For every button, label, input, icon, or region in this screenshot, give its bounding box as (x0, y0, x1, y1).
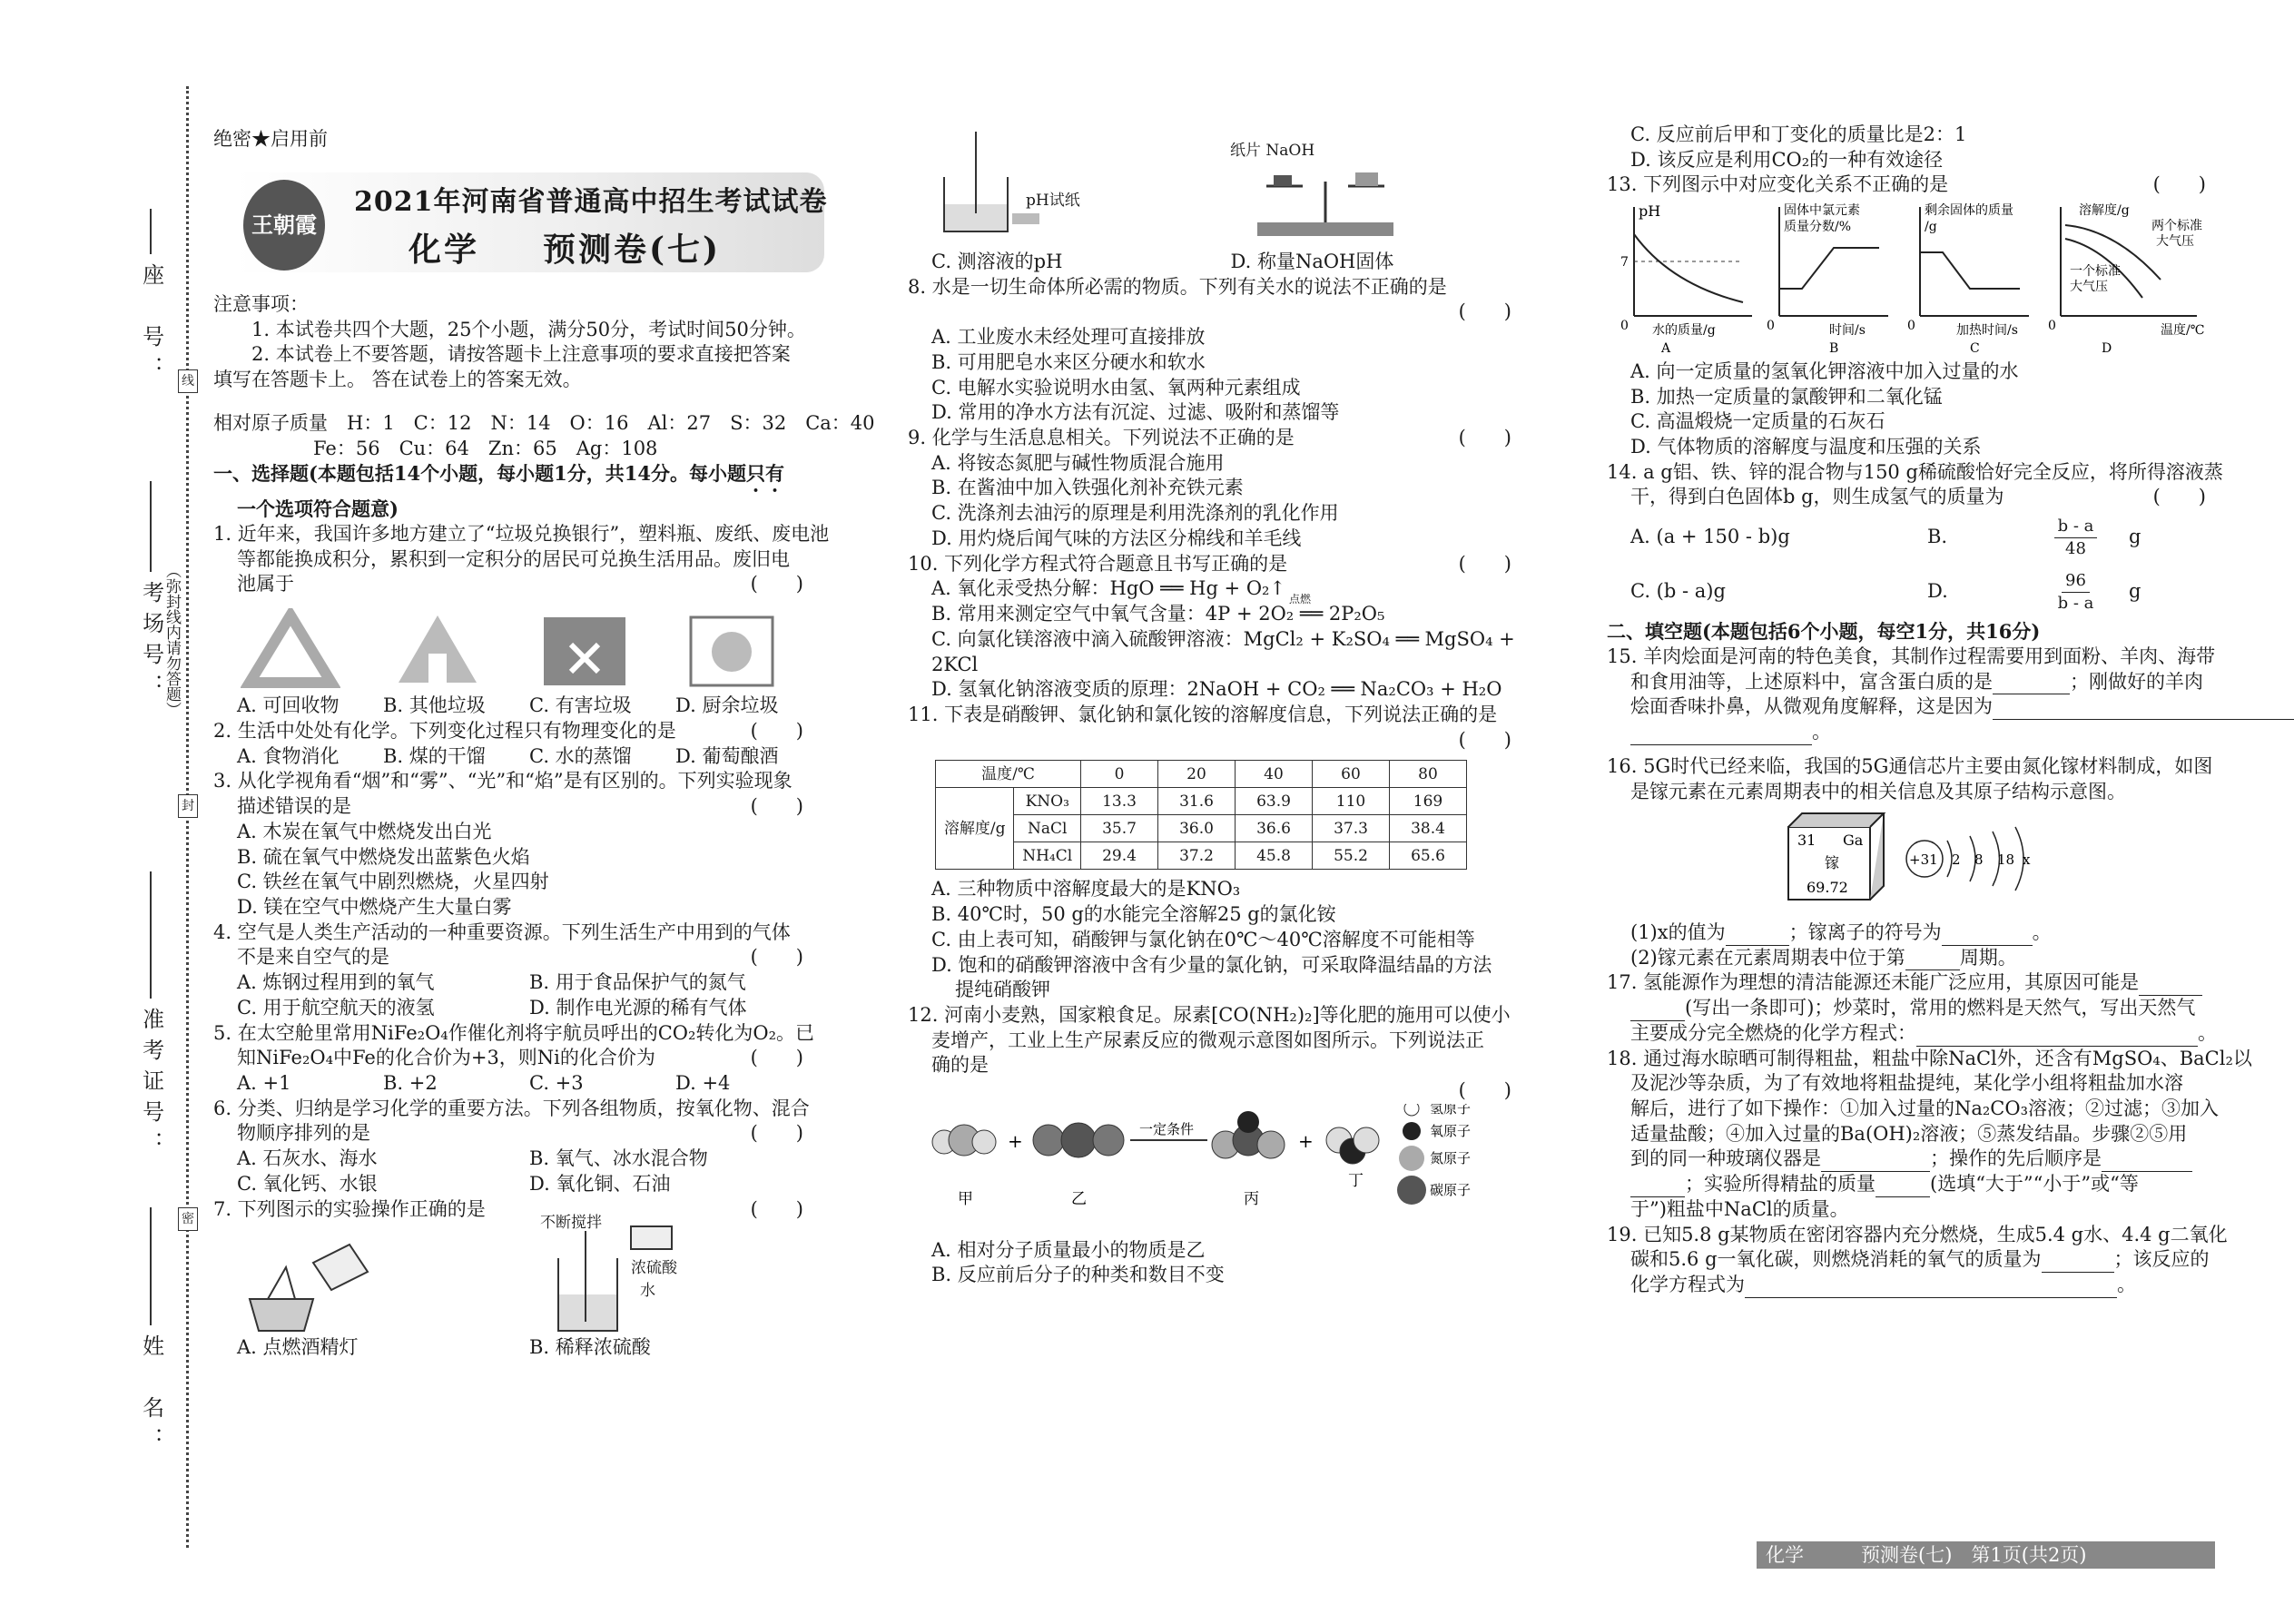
paper-naoh-label: 纸片 NaOH (1230, 142, 1315, 160)
seal-box-line: 线 (178, 369, 198, 393)
stir-label: 不断搅拌 (540, 1214, 602, 1233)
question-14: 14. a g铝、铁、锌的混合物与150 g稀硫酸恰好完全反应，将所得溶液蒸 干，得到白色固体b g，则生成氢气的质量为 ( ) A. (a + 150 - b)g B. b - a 48 g C. (b - a)g D. 96 b - a g (1607, 460, 2223, 613)
answer-blank[interactable] (1726, 926, 1789, 946)
svg-text:丁: 丁 (1348, 1171, 1364, 1190)
seal-box-feng: 封 (178, 794, 198, 818)
question-12: 12. 河南小麦熟，国家粮食足。尿素[CO(NH₂)₂]等化肥的施用可以使小 麦增产，工业上生产尿素反应的微观示意图如图所示。下列说法正 确的是 ( ) + 一定条件 + 甲 乙 丙 丁 氢原子 氧原子 氮原子 碳原子 A. 相对分子质量最小的物质是乙 B. 反应前后分子的种类和数目不变 (908, 1003, 1530, 1288)
name-label: 姓 名： (138, 1334, 164, 1458)
svg-text:水的质量/g: 水的质量/g (1652, 323, 1716, 339)
water-label: 水 (640, 1282, 655, 1301)
column-1 (213, 292, 875, 1361)
svg-text:氮原子: 氮原子 (1430, 1149, 1472, 1166)
question-7: 7. 下列图示的实验操作正确的是 ( ) 不断搅拌 浓硫酸 水 A. 点燃酒精灯 B. 稀释浓硫酸 (213, 1197, 803, 1359)
svg-text:+: + (1298, 1129, 1314, 1152)
svg-text:0: 0 (1767, 319, 1775, 334)
graph-c (1907, 202, 2029, 352)
answer-blank[interactable] (2042, 1253, 2114, 1273)
question-18: 18. 通过海水晾晒可制得粗盐，粗盐中除NaCl外，还含有MgSO₄、BaCl₂以 及泥沙等杂质，为了有效地将粗盐提纯，某化学小组将粗盐加水溶 解后，进行了如下操作：①加入过量的Na₂CO₃溶液；②过滤；③加入 适量盐酸；④加入过量的Ba(OH)₂溶液；⑤蒸发结晶。步骤②⑤用 到的同一种玻璃仪器是 ；操作的先后顺序是 ；实验所得精盐的质量 (选填“大于”“小于”或“等 于”)粗盐中NaCl的质量。 (1607, 1047, 2252, 1220)
svg-text:氢原子: 氢原子 (1430, 1103, 1472, 1117)
svg-text:碳原子: 碳原子 (1430, 1181, 1472, 1198)
svg-text:Ga: Ga (1843, 832, 1864, 850)
answer-blank[interactable] (2102, 1152, 2192, 1172)
svg-text:剩余固体的质量: 剩余固体的质量 (1925, 203, 2013, 219)
graph-b (1767, 202, 1888, 352)
seal-box-mi: 密 (178, 1207, 198, 1231)
molecule-yi (1033, 1123, 1124, 1157)
ticket-label: 准考证号： (138, 1008, 164, 1162)
svg-text:一个标准: 一个标准 (2070, 264, 2121, 280)
svg-text:一定条件: 一定条件 (1139, 1120, 1195, 1137)
seat-label: 座 号： (138, 263, 164, 387)
q1-images (213, 608, 822, 690)
column-2: pH试纸 纸片 NaOH C. 测溶液的pH D. 称量NaOH固体 8. 水是一切生命体所必需的物质。下列有关水的说法不正确的是 ( ) A. 工业废水未经处理可直接排放 B. 可用肥皂水来区分硬水和软水 C. 电解水实验说明水由氢、氧两种元素组成 D. 常用的净水方法有沉淀、过滤、吸附和蒸馏等 9. 化学与生活息息相关。下列说法不正确的是 ( ) A. 将铵态氮肥与碱性物质混合施用 B. 在酱油中加入铁强化剂补充铁元素 C. 洗涤剂去油污的原理是利用洗涤剂的乳化作用 D. 用灼烧后闻气味的方法区分棉线和羊毛线 10. 下列化学方程式符合题意且书写正确的是 ( ) A. 氧化汞受热分解：HgO ══ Hg + O₂↑ B. 常用来测定空气中氧气含量：4P + 2O₂ ══ 2P₂O₅ 点燃 C. 向氯化镁溶液中滴入硫酸钾溶液：MgCl₂ + K₂SO₄ ══ MgSO₄ + 2KCl D. 氢氧化钠溶液变质的原理：2NaOH + CO₂ ══ Na₂CO₃ + H₂O 11. 下表是硝酸钾、氯化钠和氯化铵的溶解度信息，下列说法正确的是 ( ) 温度/℃ 0 20 40 60 80 溶解度/g KNO₃ 13.3 31.6 63.9 110 169 NaCl 35.7 36.0 36.6 37.3 38.4 NH₄Cl 29.4 37.2 45.8 55.2 65.6 A. 三种物质中溶解度最大的是KNO₃ B. 40℃时，50 g的水能完全溶解25 g的氯化铵 C. 由上表可知，硝酸钾与氯化钠在0℃～40℃溶解度不可能相等 D. 饱和的硝酸钾溶液中含有少量的氯化钠，可采取降温结晶的方法 提纯硝酸钾 12. 河南小麦熟，国家粮食足。尿素[CO(NH₂)₂]等化肥的施用可以使小 麦增产，工业上生产尿素反应的微观示意图如图所示。下列说法正 确的是 ( ) + 一定条件 + 甲 乙 丙 丁 氢原子 氧原子 氮原子 碳原子 A. 相对分子质量最小的物质是乙 B. 反应前后分子的种类和数目不变 (908, 123, 1530, 1288)
svg-text:+: + (1008, 1129, 1023, 1152)
notice-title: 注意事项： (213, 293, 309, 315)
section-1-title: 一、选择题(本题包括14个小题，每小题1分，共14分。每小题只有 (213, 462, 784, 486)
svg-text:A: A (1661, 341, 1671, 353)
brand-logo: 王朝霞 (243, 180, 325, 271)
svg-text:+31: +31 (1909, 851, 1938, 869)
question-2: 2. 生活中处处有化学。下列变化过程只有物理变化的是 ( ) A. 食物消化 B. 煤的干馏 C. 水的蒸馏 D. 葡萄酿酒 (213, 719, 803, 767)
question-3: 3. 从化学视角看“烟”和“雾”、“光”和“焰”是有区别的。下列实验现象 描述错误的是 ( ) A. 木炭在氧气中燃烧发出白光 B. 硫在氧气中燃烧发出蓝紫色火焰 C. 铁丝在氧气中剧烈燃烧，火星四射 D. 镁在空气中燃烧产生大量白雾 (213, 770, 803, 918)
svg-text:丙: 丙 (1244, 1189, 1259, 1208)
ph-paper-label: pH试纸 (1026, 192, 1080, 210)
svg-text:氧原子: 氧原子 (1430, 1122, 1472, 1139)
notice-item-2: 2. 本试卷上不要答题，请按答题卡上注意事项的要求直接把答案 (251, 343, 791, 366)
svg-text:7: 7 (1620, 255, 1629, 271)
kitchen-waste-icon (682, 608, 782, 690)
svg-text:31: 31 (1797, 832, 1816, 850)
notice-item-2-cont: 填写在答题卡上。 答在试卷上的答案无效。 (213, 369, 582, 391)
name-blank (150, 1207, 152, 1325)
svg-text:2: 2 (1952, 851, 1961, 869)
svg-text:x: x (2023, 851, 2031, 869)
svg-text:加热时间/s: 加热时间/s (1956, 323, 2018, 339)
question-4: 4. 空气是人类生产活动的一种重要资源。下列生活生产中用到的气体 不是来自空气的是 ( ) A. 炼钢过程用到的氧气 B. 用于食品保护气的氮气 C. 用于航空航天的液氢 D. 制作电光源的稀有气体 (213, 920, 803, 1019)
molecule-bing (1212, 1111, 1285, 1158)
question-9: 9. 化学与生活息息相关。下列说法不正确的是 ( ) A. 将铵态氮肥与碱性物质混合施用 B. 在酱油中加入铁强化剂补充铁元素 C. 洗涤剂去油污的原理是利用洗涤剂的乳化作用 D. 用灼烧后闻气味的方法区分棉线和羊毛线 (908, 427, 1511, 549)
svg-text:甲: 甲 (958, 1189, 973, 1208)
question-5: 5. 在太空舱里常用NiFe₂O₄作催化剂将宇航员呼出的CO₂转化为O₂。已 知NiFe₂O₄中Fe的化合价为+3，则Ni的化合价为 ( ) A. +1 B. +2 C. +3 D. +4 (213, 1021, 815, 1094)
graph-d (2048, 202, 2204, 352)
acid-bottle (622, 1222, 676, 1258)
hazardous-waste-icon (535, 608, 635, 690)
notice-item-1: 1. 本试卷共四个大题，25个小题，满分50分，考试时间50分钟。 (251, 318, 806, 340)
atomic-mass-line-2: Fe：56 Cu：64 Zn：65 Ag：108 (313, 437, 658, 459)
other-waste-icon (388, 608, 487, 690)
section-2-title: 二、填空题(本题包括6个小题，每空1分，共16分) (1607, 620, 2041, 644)
answer-blank[interactable] (2139, 976, 2202, 996)
acid-label: 浓硫酸 (631, 1259, 677, 1278)
secret-label: 绝密★启用前 (213, 128, 328, 150)
svg-text:两个标准: 两个标准 (2151, 219, 2202, 234)
ticket-blank (150, 871, 152, 999)
room-label: 考场号： (138, 581, 164, 704)
recyclable-icon (241, 608, 340, 690)
question-19: 19. 已知5.8 g某物质在密闭容器内充分燃烧，生成5.4 g水、4.4 g二氧化 碳和5.6 g一氧化碳，则燃烧消耗的氧气的质量为 ；该反应的 化学方程式为 。 (1607, 1223, 2224, 1298)
answer-blank[interactable] (1630, 1177, 1685, 1197)
svg-text:0: 0 (2048, 319, 2056, 334)
svg-text:大气压: 大气压 (2070, 280, 2108, 295)
svg-text:0: 0 (1620, 319, 1629, 334)
answer-blank[interactable] (1821, 1152, 1930, 1172)
svg-text:时间/s: 时间/s (1829, 323, 1866, 339)
svg-text:溶解度/g: 溶解度/g (2079, 203, 2130, 219)
alcohol-lamp-figure (231, 1226, 377, 1335)
svg-text:0: 0 (1907, 319, 1915, 334)
column-3: C. 反应前后甲和丁变化的质量比是2：1 D. 该反应是利用CO₂的一种有效途径 13. 下列图示中对应变化关系不正确的是 ( ) pH 7 0 水的质量/g A 固体中氯元素 质量分数/% 0 时间/s B 剩余固体的质量 /g 0 加热时间/s C 溶解度/g 两个标准 大气压 一个标准 大气压 0 温度/℃ D A. 向一定质量的氢氧化钾溶液中加入过量的水 B. 加热一定质量的氯酸钾和二氧化锰 C. 高温煅烧一定质量的石灰石 D. 气体物质的溶解度与温度和压强的关系 14. a g铝、铁、锌的混合物与150 g稀硫酸恰好完全反应，将所得溶液蒸 干，得到白色固体b g，则生成氢气的质量为 ( ) A. (a + 150 - b)g B. b - a 48 g C. (b - a)g D. 96 b - a g 二、填空题(本题包括6个小题，每空1分，共16分) 15. 羊肉烩面是河南的特色美食，其制作过程需要用到面粉、羊肉、海带 和食用油等，上述原料中，富含蛋白质的是 ；刚做好的羊肉 烩面香味扑鼻，从微观角度解释，这是因为 。 16. 5G时代已经来临，我国的5G通信芯片主要由氮化镓材料制成，如图 是镓元素在元素周期表中的相关信息及其原子结构示意图。 31 Ga 镓 69.72 +31 2 8 18 x (1)x的值为 ；镓离子的符号为 。 (2)镓元素在元素周期表中位于第 周期。 17. 氢能源作为理想的清洁能源还未能广泛应用，其原因可能是 (写出一条即可)；炒菜时，常用的燃料是天然气，写出天然气 主要成分完全燃烧的化学方程式： 。 18. 通过海水晾晒可制得粗盐，粗盐中除NaCl外，还含有MgSO₄、BaCl₂以 及泥沙等杂质，为了有效地将粗盐提纯，某化学小组将粗盐加水溶 解后，进行了如下操作：①加入过量的Na₂CO₃溶液；②过滤；③加入 适量盐酸；④加入过量的Ba(OH)₂溶液；⑤蒸发结晶。步骤②⑤用 到的同一种玻璃仪器是 ；操作的先后顺序是 ；实验所得精盐的质量 (选填“大于”“小于”或“等 于”)粗盐中NaCl的质量。 19. 已知5.8 g某物质在密闭容器内充分燃烧，生成5.4 g水、4.4 g二氧化 碳和5.6 g一氧化碳，则燃烧消耗的氧气的质量为 ；该反应的 化学方程式为 。 (1607, 123, 2224, 1298)
answer-blank[interactable] (1630, 1001, 1685, 1021)
q13-graphs (1607, 198, 2224, 352)
gallium-figure (1607, 804, 2224, 913)
answer-blank[interactable] (1993, 700, 2294, 720)
svg-text:C: C (1970, 341, 1980, 353)
svg-text:D: D (2102, 341, 2112, 353)
svg-text:质量分数/%: 质量分数/% (1784, 220, 1852, 235)
page-footer: 化学 预测卷(七) 第1页(共2页) (1757, 1541, 2215, 1569)
svg-text:乙: 乙 (1071, 1189, 1087, 1208)
question-6: 6. 分类、归纳是学习化学的重要方法。下列各组物质，按氧化物、混合 物顺序排列的是 ( ) A. 石灰水、海水 B. 氧气、冰水混合物 C. 氧化钙、水银 D. 氧化铜、石油 (213, 1097, 810, 1195)
svg-text:pH: pH (1639, 202, 1661, 221)
seat-blank (150, 209, 152, 254)
question-11: 11. 下表是硝酸钾、氯化钠和氯化铵的溶解度信息，下列说法正确的是 ( ) 温度/℃ 0 20 40 60 80 溶解度/g KNO₃ 13.3 31.6 63.9 110 169 NaCl 35.7 36.0 36.6 37.3 38.4 NH₄Cl 29.4 37.2 45.8 55.2 65.6 A. 三种物质中溶解度最大的是KNO₃ B. 40℃时，50 g的水能完全溶解25 g的氯化铵 C. 由上表可知，硝酸钾与氯化钠在0℃～40℃溶解度不可能相等 D. 饱和的硝酸钾溶液中含有少量的氯化钠，可采取降温结晶的方法 提纯硝酸钾 (908, 703, 1511, 1001)
answer-blank[interactable] (1905, 950, 1960, 970)
question-15: 15. 羊肉烩面是河南的特色美食，其制作过程需要用到面粉、羊肉、海带 和食用油等，上述原料中，富含蛋白质的是 ；刚做好的羊肉 烩面香味扑鼻，从微观角度解释，这是因为 。 (1607, 645, 2224, 745)
section-1-title-cont: 一个选项符合题意) (237, 497, 399, 521)
answer-blank[interactable] (1942, 926, 2033, 946)
svg-text:B: B (1829, 341, 1839, 353)
svg-text:/g: /g (1925, 220, 1937, 235)
room-blank (150, 481, 152, 572)
balance-figure (1248, 159, 1403, 241)
dilution-figure (549, 1231, 631, 1335)
answer-blank[interactable] (1993, 674, 2070, 694)
question-16: 16. 5G时代已经来临，我国的5G通信芯片主要由氮化镓材料制成，如图 是镓元素在元素周期表中的相关信息及其原子结构示意图。 31 Ga 镓 69.72 +31 2 8 18 x (1)x的值为 ；镓离子的符号为 。 (2)镓元素在元素周期表中位于第 周期。 (1607, 754, 2224, 971)
answer-blank[interactable] (1876, 1177, 1930, 1197)
atomic-mass-line-1: 相对原子质量 H：1 C：12 N：14 O：16 Al：27 S：32 Ca：40 (213, 411, 875, 434)
question-8: 8. 水是一切生命体所必需的物质。下列有关水的说法不正确的是 ( ) A. 工业废水未经处理可直接排放 B. 可用肥皂水来区分硬水和软水 C. 电解水实验说明水由氢、氧两种元素组成 D. 常用的净水方法有沉淀、过滤、吸附和蒸馏等 (908, 275, 1511, 424)
svg-text:温度/℃: 温度/℃ (2161, 323, 2205, 339)
question-13: 13. 下列图示中对应变化关系不正确的是 ( ) pH 7 0 水的质量/g A 固体中氯元素 质量分数/% 0 时间/s B 剩余固体的质量 /g 0 加热时间/s C 溶解度/g 两个标准 大气压 一个标准 大气压 0 温度/℃ D A. 向一定质量的氢氧化钾溶液中加入过量的水 B. 加热一定质量的氯酸钾和二氧化锰 C. 高温煅烧一定质量的石灰石 D. 气体物质的溶解度与温度和压强的关系 (1607, 172, 2224, 459)
svg-text:大气压: 大气压 (2156, 234, 2194, 250)
exam-subtitle: 化学 预测卷(七) (409, 231, 722, 269)
reaction-diagram (908, 1104, 1525, 1231)
answer-blank[interactable] (1916, 1027, 2198, 1047)
solubility-table: 温度/℃ 0 20 40 60 80 溶解度/g KNO₃ 13.3 31.6 63.9 110 169 NaCl 35.7 36.0 36.6 37.3 38.4 NH₄Cl 29.4 37.2 45.8 55.2 65.6 (935, 760, 1467, 870)
svg-text:8: 8 (1974, 851, 1984, 869)
graph-a (1620, 202, 1752, 352)
answer-blank[interactable] (1630, 725, 1812, 745)
ph-test-figure (926, 132, 1053, 236)
svg-text:69.72: 69.72 (1807, 879, 1848, 897)
q7-figures-cd (908, 123, 1530, 259)
molecule-ding (1326, 1127, 1379, 1164)
molecule-jia (932, 1125, 996, 1156)
answer-blank[interactable] (1745, 1278, 2117, 1298)
svg-text:18: 18 (1997, 851, 2015, 869)
seal-note: （弥封线内请勿答题） (162, 563, 181, 717)
question-10: 10. 下列化学方程式符合题意且书写正确的是 ( ) A. 氧化汞受热分解：HgO ══ Hg + O₂↑ B. 常用来测定空气中氧气含量：4P + 2O₂ ══ 2P₂O₅ 点燃 C. 向氯化镁溶液中滴入硫酸钾溶液：MgCl₂ + K₂SO₄ ══ MgSO₄ + 2KCl D. 氢氧化钠溶液变质的原理：2NaOH + CO₂ ══ Na₂CO₃ + H₂O (908, 552, 1515, 701)
svg-text:镓: 镓 (1825, 854, 1840, 872)
svg-text:固体中氯元素: 固体中氯元素 (1784, 203, 1860, 219)
question-1: 1. 近年来，我国许多地方建立了“垃圾兑换银行”，塑料瓶、废纸、废电池 等都能换成积分，累积到一定积分的居民可兑换生活用品。废旧电 池属于 ( ) A. 可回收物 B. 其他垃圾 C. 有害垃圾 D. 厨余垃圾 (213, 523, 830, 717)
question-17: 17. 氢能源作为理想的清洁能源还未能广泛应用，其原因可能是 (写出一条即可)；炒菜时，常用的燃料是天然气，写出天然气 主要成分完全燃烧的化学方程式： 。 (1607, 970, 2224, 1046)
exam-title: 2021年河南省普通高中招生考试试卷 (354, 186, 828, 218)
